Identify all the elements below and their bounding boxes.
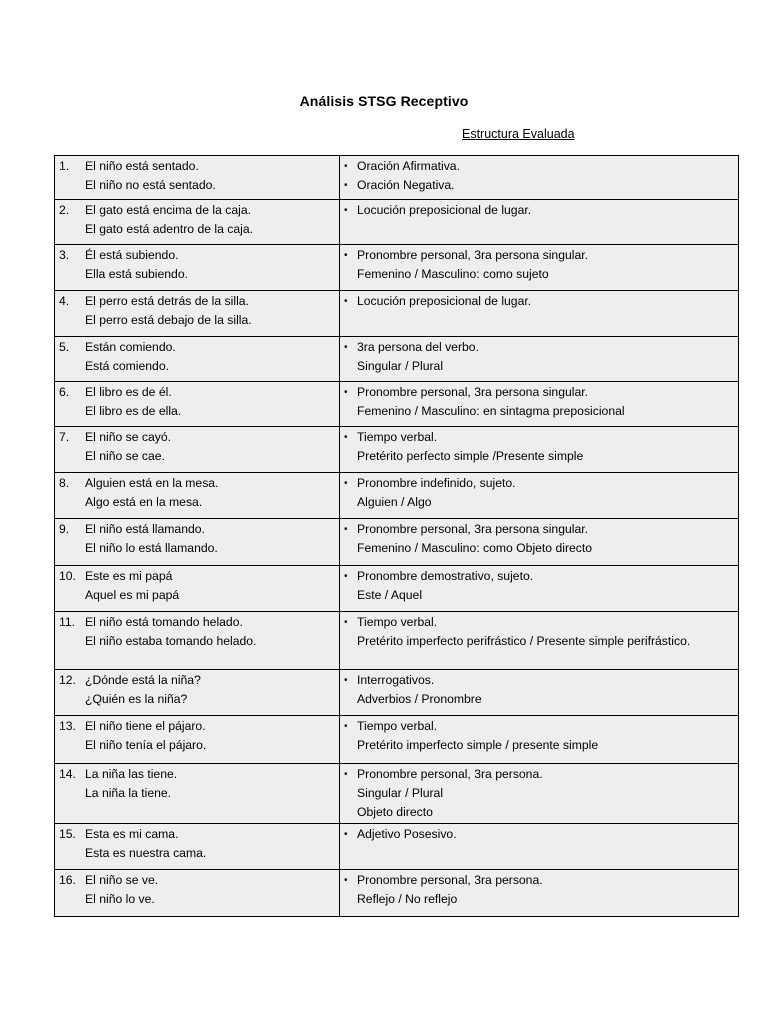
structure-line: Pronombre demostrativo, sujeto.	[357, 569, 534, 583]
bullet-icon: •	[344, 769, 348, 780]
sentence-item	[59, 292, 335, 330]
item-number: 8.	[59, 476, 70, 490]
sentence-item	[59, 338, 335, 376]
sentence-cell	[55, 824, 340, 870]
item-number: 16.	[59, 873, 76, 887]
sentence-text: El niño tenía el pájaro.	[85, 738, 207, 752]
bullet-icon: •	[344, 205, 348, 216]
structure-line: Femenino / Masculino: en sintagma preposicional	[357, 404, 625, 418]
structure-cell	[340, 473, 739, 519]
sentence-cell	[55, 566, 340, 612]
structure-text	[357, 871, 734, 909]
bullet-icon: •	[344, 180, 348, 191]
sentence-text: El niño se cae.	[85, 449, 165, 463]
structure-line: Singular / Plural	[357, 359, 444, 373]
sentence-group	[85, 383, 335, 421]
bullet-item	[344, 613, 734, 651]
sentence-group	[85, 246, 335, 284]
bullet-item	[344, 292, 734, 311]
sentence-text: El perro está detrás de la silla.	[85, 294, 249, 308]
structure-line: Adjetivo Posesivo.	[357, 827, 457, 841]
bullet-icon: •	[344, 617, 348, 628]
bullet-item	[344, 428, 734, 466]
bullet-icon: •	[344, 161, 348, 172]
sentence-text: El libro es de ella.	[85, 404, 182, 418]
structure-text	[357, 201, 734, 220]
sentence-text: Esta es mi cama.	[85, 827, 179, 841]
bullet-icon: •	[344, 342, 348, 353]
sentence-cell	[55, 382, 340, 427]
bullet-item	[344, 383, 734, 421]
table-row	[55, 566, 739, 612]
sentence-item	[59, 871, 335, 909]
sentence-group	[85, 474, 335, 512]
sentence-text: El niño está llamando.	[85, 522, 205, 536]
sentence-text: La niña la tiene.	[85, 786, 172, 800]
bullet-icon: •	[344, 524, 348, 535]
table-row	[55, 824, 739, 870]
item-number: 4.	[59, 294, 70, 308]
sentence-cell	[55, 764, 340, 824]
table-row	[55, 427, 739, 473]
sentence-cell	[55, 473, 340, 519]
bullet-item	[344, 201, 734, 220]
item-number: 2.	[59, 203, 70, 217]
sentence-cell	[55, 337, 340, 382]
structure-text	[357, 613, 734, 651]
sentence-cell	[55, 612, 340, 670]
bullet-item	[344, 567, 734, 605]
structure-text	[357, 520, 734, 558]
sentence-text: Alguien está en la mesa.	[85, 476, 219, 490]
structure-cell	[340, 200, 739, 245]
sentence-text: Este es mi papá	[85, 569, 173, 583]
bullet-item	[344, 520, 734, 558]
structure-text	[357, 765, 734, 822]
sentence-cell	[55, 519, 340, 566]
item-number: 11.	[59, 615, 76, 629]
bullet-item	[344, 157, 734, 176]
item-number: 10.	[59, 569, 76, 583]
sentence-cell	[55, 670, 340, 716]
sentence-text: El niño tiene el pájaro.	[85, 719, 206, 733]
sentence-cell	[55, 291, 340, 337]
item-number: 12.	[59, 673, 76, 687]
bullet-icon: •	[344, 675, 348, 686]
sentence-text: Él está subiendo.	[85, 248, 179, 262]
sentence-text: El perro está debajo de la silla.	[85, 313, 252, 327]
sentence-text: El niño está sentado.	[85, 159, 199, 173]
structure-cell	[340, 156, 739, 200]
sentence-item	[59, 246, 335, 284]
sentence-text: El niño lo está llamando.	[85, 541, 218, 555]
structure-text	[357, 428, 734, 466]
sentence-text: Ella está subiendo.	[85, 267, 188, 281]
document-title: Análisis STSG Receptivo	[299, 93, 469, 109]
structure-cell	[340, 519, 739, 566]
sentence-item	[59, 825, 335, 863]
structure-text	[357, 338, 734, 376]
item-number: 15.	[59, 827, 76, 841]
bullet-icon: •	[344, 387, 348, 398]
structure-line: Locución preposicional de lugar.	[357, 203, 532, 217]
bullet-icon: •	[344, 478, 348, 489]
table-row	[55, 612, 739, 670]
structure-cell	[340, 337, 739, 382]
sentence-text: La niña las tiene.	[85, 767, 178, 781]
sentence-cell	[55, 245, 340, 291]
structure-line: Pronombre personal, 3ra persona singular.	[357, 522, 589, 536]
structure-line: Tiempo verbal.	[357, 430, 438, 444]
structure-line: Pronombre personal, 3ra persona singular.	[357, 248, 589, 262]
table-row	[55, 670, 739, 716]
sentence-group	[85, 613, 335, 651]
structure-line: Tiempo verbal.	[357, 615, 438, 629]
structure-text	[357, 717, 734, 755]
bullet-item	[344, 717, 734, 755]
bullet-item	[344, 246, 734, 284]
table-row	[55, 764, 739, 824]
sentence-item	[59, 671, 335, 709]
structure-line: Tiempo verbal.	[357, 719, 438, 733]
structure-cell	[340, 824, 739, 870]
structure-cell	[340, 291, 739, 337]
sentence-item	[59, 520, 335, 558]
sentence-text: Está comiendo.	[85, 359, 170, 373]
structure-line: Pronombre personal, 3ra persona.	[357, 767, 543, 781]
structure-text	[357, 292, 734, 311]
sentence-text: El niño está tomando helado.	[85, 615, 243, 629]
sentence-cell	[55, 716, 340, 764]
bullet-item	[344, 871, 734, 909]
structure-cell	[340, 716, 739, 764]
sentence-text: Esta es nuestra cama.	[85, 846, 207, 860]
sentence-cell	[55, 870, 340, 917]
sentence-group	[85, 765, 335, 803]
sentence-group	[85, 825, 335, 863]
sentence-cell	[55, 427, 340, 473]
structure-text	[357, 176, 734, 195]
sentence-group	[85, 671, 335, 709]
structure-text	[357, 246, 734, 284]
structure-line: Interrogativos.	[357, 673, 435, 687]
structure-cell	[340, 245, 739, 291]
bullet-item	[344, 338, 734, 376]
sentence-text: El gato está encima de la caja.	[85, 203, 251, 217]
structure-text	[357, 567, 734, 605]
sentence-item	[59, 765, 335, 803]
sentence-group	[85, 157, 335, 195]
structure-line: Objeto directo	[357, 805, 433, 819]
sentence-item	[59, 383, 335, 421]
structure-line: Oración Negativa.	[357, 178, 455, 192]
structure-line: Alguien / Algo	[357, 495, 432, 509]
structure-line: Pronombre personal, 3ra persona singular.	[357, 385, 589, 399]
sentence-group	[85, 292, 335, 330]
sentence-text: El niño se ve.	[85, 873, 159, 887]
structure-line: Pronombre indefinido, sujeto.	[357, 476, 516, 490]
item-number: 13.	[59, 719, 76, 733]
bullet-item	[344, 671, 734, 709]
sentence-text: El niño se cayó.	[85, 430, 172, 444]
table-row	[55, 245, 739, 291]
analysis-table-body	[55, 156, 739, 917]
structure-text	[357, 671, 734, 709]
sentence-text: Están comiendo.	[85, 340, 176, 354]
item-number: 6.	[59, 385, 70, 399]
bullet-icon: •	[344, 721, 348, 732]
sentence-cell	[55, 156, 340, 200]
structure-line: Pretérito perfecto simple /Presente simple	[357, 449, 584, 463]
bullet-icon: •	[344, 571, 348, 582]
item-number: 7.	[59, 430, 70, 444]
sentence-item	[59, 157, 335, 195]
structure-line: Pretérito imperfecto perifrástico / Presente simple perifrástico.	[357, 634, 691, 648]
analysis-table	[54, 155, 739, 917]
structure-text	[357, 383, 734, 421]
bullet-icon: •	[344, 829, 348, 840]
sentence-text: El gato está adentro de la caja.	[85, 222, 254, 236]
table-row	[55, 337, 739, 382]
sentence-text: ¿Dónde está la niña?	[85, 673, 201, 687]
sentence-text: El libro es de él.	[85, 385, 172, 399]
structure-line: Pretérito imperfecto simple / presente simple	[357, 738, 599, 752]
table-row	[55, 291, 739, 337]
sentence-group	[85, 428, 335, 466]
sentence-group	[85, 338, 335, 376]
bullet-item	[344, 825, 734, 844]
sentence-text: El niño no está sentado.	[85, 178, 216, 192]
sentence-item	[59, 201, 335, 239]
bullet-icon: •	[344, 250, 348, 261]
table-row	[55, 156, 739, 200]
bullet-icon: •	[344, 875, 348, 886]
item-number: 5.	[59, 340, 70, 354]
structure-text	[357, 157, 734, 176]
sentence-item	[59, 474, 335, 512]
structure-line: Locución preposicional de lugar.	[357, 294, 532, 308]
sentence-cell	[55, 200, 340, 245]
structure-line: Reflejo / No reflejo	[357, 892, 458, 906]
structure-text	[357, 474, 734, 512]
bullet-icon: •	[344, 296, 348, 307]
sentence-text: ¿Quién es la niña?	[85, 692, 188, 706]
sentence-item	[59, 567, 335, 605]
item-number: 1.	[59, 159, 70, 173]
table-row	[55, 382, 739, 427]
structure-line: Femenino / Masculino: como sujeto	[357, 267, 549, 281]
structure-cell	[340, 764, 739, 824]
table-row	[55, 519, 739, 566]
sentence-text: Algo está en la mesa.	[85, 495, 203, 509]
item-number: 3.	[59, 248, 70, 262]
sentence-group	[85, 717, 335, 755]
sentence-text: El niño estaba tomando helado.	[85, 634, 257, 648]
sentence-group	[85, 201, 335, 239]
structure-cell	[340, 670, 739, 716]
sentence-group	[85, 567, 335, 605]
structure-cell	[340, 382, 739, 427]
structure-line: Singular / Plural	[357, 786, 444, 800]
bullet-item	[344, 765, 734, 822]
structure-line: Oración Afirmativa.	[357, 159, 460, 173]
structure-cell	[340, 870, 739, 917]
sentence-text: Aquel es mi papá	[85, 588, 180, 602]
structure-text	[357, 825, 734, 844]
structure-line: Este / Aquel	[357, 588, 423, 602]
sentence-item	[59, 428, 335, 466]
structure-cell	[340, 427, 739, 473]
structure-cell	[340, 566, 739, 612]
sentence-group	[85, 871, 335, 909]
structure-line: Adverbios / Pronombre	[357, 692, 482, 706]
table-row	[55, 200, 739, 245]
structure-line: Pronombre personal, 3ra persona.	[357, 873, 543, 887]
table-row	[55, 870, 739, 917]
table-row	[55, 473, 739, 519]
sentence-text: El niño lo ve.	[85, 892, 155, 906]
item-number: 14.	[59, 767, 76, 781]
table-row	[55, 716, 739, 764]
bullet-item	[344, 176, 734, 195]
column-heading-structure: Estructura Evaluada	[462, 127, 575, 141]
item-number: 9.	[59, 522, 70, 536]
bullet-item	[344, 474, 734, 512]
sentence-group	[85, 520, 335, 558]
structure-line: 3ra persona del verbo.	[357, 340, 479, 354]
structure-line: Femenino / Masculino: como Objeto directo	[357, 541, 593, 555]
structure-cell	[340, 612, 739, 670]
bullet-icon: •	[344, 432, 348, 443]
sentence-item	[59, 717, 335, 755]
sentence-item	[59, 613, 335, 651]
